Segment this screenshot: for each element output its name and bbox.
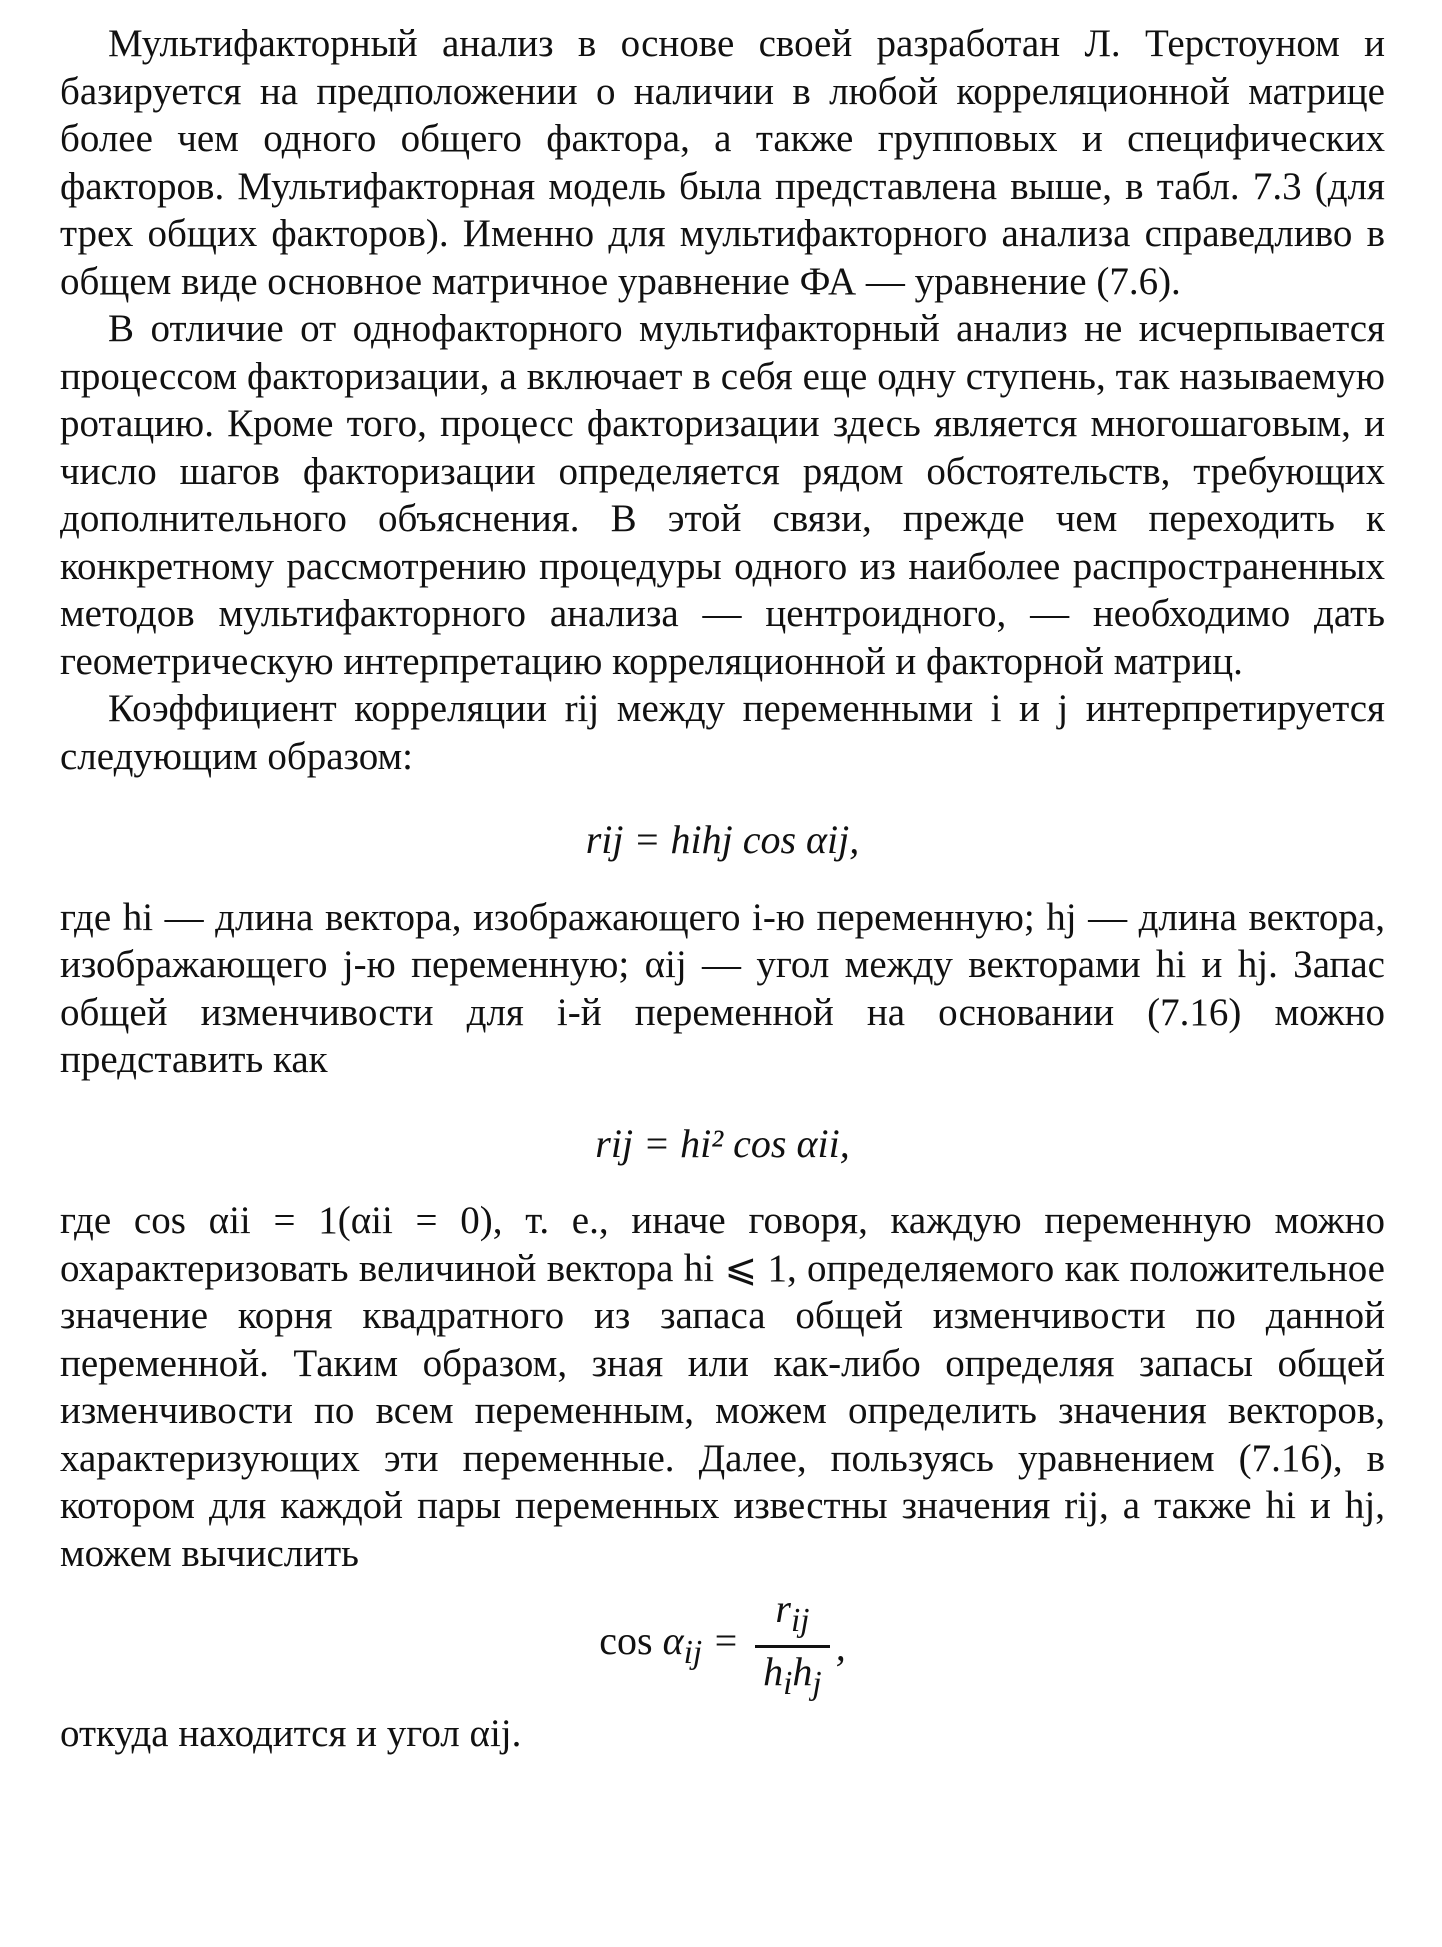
fraction-numerator: $r_{ij}$ — [755, 1587, 830, 1648]
document-page — [60, 20, 1385, 1758]
paragraph-1: Мультифакторный анализ в основе своей разработан Л. Терстоуном и базируется на предположении о наличии в любой корреляционной матрице более чем одного общего фактора, а также групповых и специфических факторов. Мультифакторная модель была представлена выше, в табл. 7.3 (для трех общих факторов). Именно для мультифакторного анализа справедливо в общем виде основное матричное уравнение ФА — уравнение (7.6). — [60, 22, 1385, 303]
paragraph-2: В отличие от однофакторного мультифакторный анализ не исчерпывается процессом факторизации, а включает в себя еще одну ступень, так называемую ротацию. Кроме того, процесс факторизации здесь является многошаговым, и число шагов факторизации определяется рядом обстоятельств, требующих дополнительного объяснения. В этой связи, прежде чем переходить к конкретному рассмотрению процедуры одного из наиболее распространенных методов мультифакторного анализа — центроидного, — необходимо дать геометрическую интерпретацию корреляционной и факторной матриц. — [60, 307, 1385, 683]
paragraph-4: где hi — длина вектора, изображающего i-ю переменную; hj — длина вектора, изображающего j-ю переменную; αij — угол между векторами hi и hj. Запас общей изменчивости для i-й переменной на основании (7.16) можно представить как — [60, 895, 1385, 1081]
formula-cosine-lhs: $\cos \alpha_{ij}$ = — [599, 1617, 740, 1671]
paragraph-3: Коэффициент корреляции rij между переменными i и j интерпретируется следующим образом: — [60, 687, 1385, 778]
paragraph-5: где cos αii = 1(αii = 0), т. е., иначе говоря, каждую переменную можно охарактеризовать величиной вектора hi ⩽ 1, определяемого как положительное значение корня квадратного из запаса общей изменчивости по данной переменной. Таким образом, зная или как-либо определяя запасы общей изменчивости по всем переменным, можем определить значения векторов, характеризующих эти переменные. Далее, пользуясь уравнением (7.16), в котором для каждой пары переменных известны значения rij, а также hi и hj, можем вычислить — [60, 1199, 1385, 1575]
formula-cosine: $\cos \alpha_{ij}$ = $\frac{r_{ij}}{h_ih_j}$ , — [60, 1587, 1385, 1706]
formula-cosine-fraction — [755, 1587, 830, 1706]
fraction-denominator: $h_ih_j$ — [763, 1649, 822, 1702]
formula-communality: rij = hi² cos αii, — [595, 1120, 850, 1166]
paragraph-6: откуда находится и угол αij. — [60, 1712, 522, 1755]
formula-correlation: rij = hihj cos αij, — [585, 817, 860, 862]
